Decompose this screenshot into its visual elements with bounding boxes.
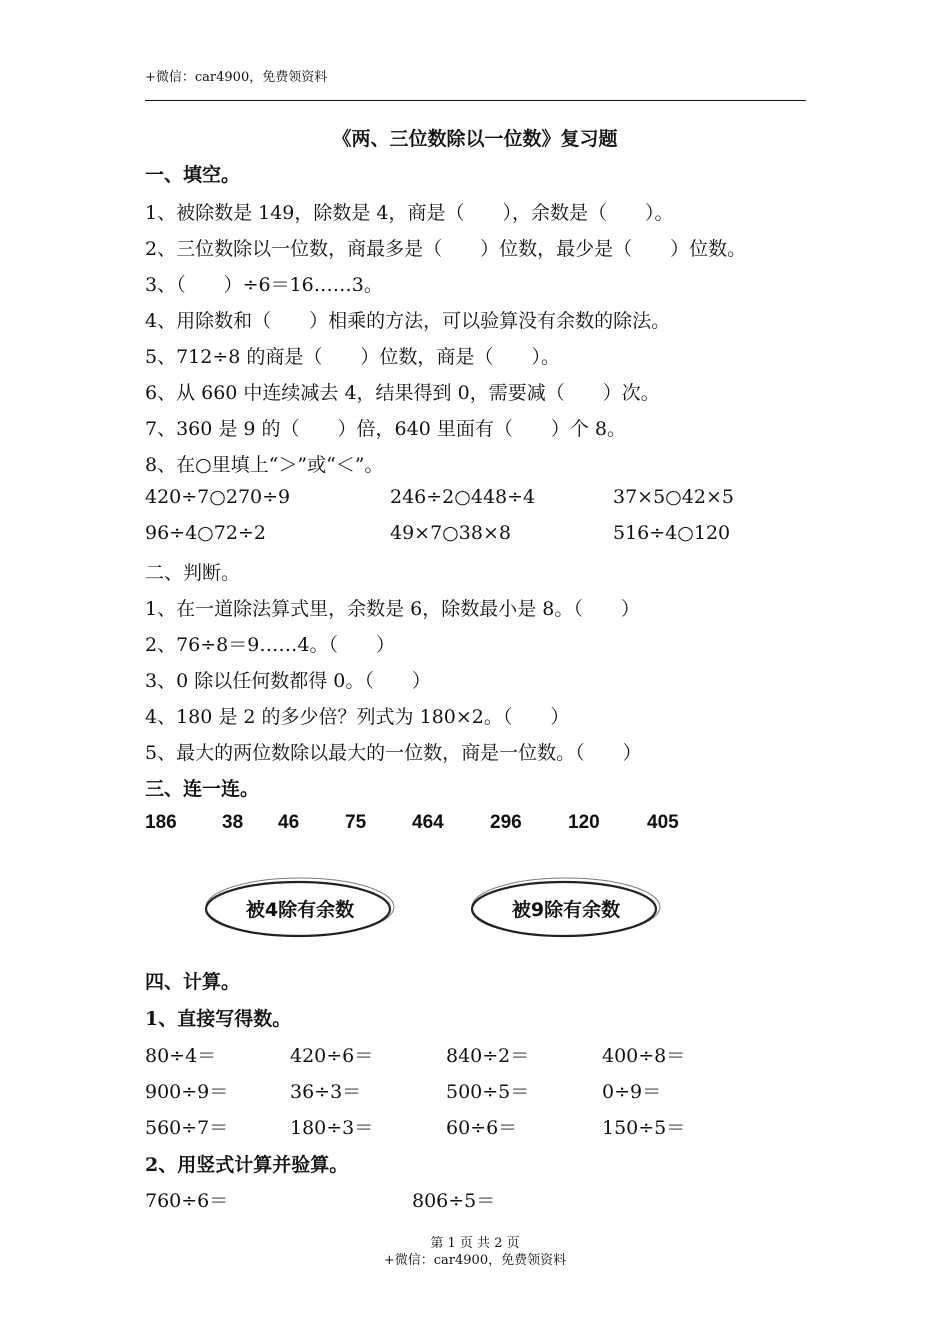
oral-problem: 60÷6＝ xyxy=(446,1117,518,1139)
oval-divisible-by-4 xyxy=(200,875,400,941)
compare-expression: 96÷4○72÷2 xyxy=(145,522,266,544)
oral-problem: 420÷6＝ xyxy=(290,1045,374,1067)
judge-item-1: 1、在一道除法算式里，余数是 6，除数最小是 8。（ ） xyxy=(145,598,640,620)
compare-expression: 420÷7○270÷9 xyxy=(145,486,291,508)
oral-problem: 80÷4＝ xyxy=(145,1045,217,1067)
page-title: 《两、三位数除以一位数》复习题 xyxy=(332,128,618,150)
judge-item-4: 4、180 是 2 的多少倍？列式为 180×2。（ ） xyxy=(145,706,570,728)
oval-label: 被4除有余数 xyxy=(245,899,355,921)
match-number: 186 xyxy=(145,812,177,833)
section-match-heading: 三、连一连。 xyxy=(145,778,260,800)
fill-item-5: 5、712÷8 的商是（ ）位数，商是（ ）。 xyxy=(145,346,560,368)
fill-item-1: 1、被除数是 149，除数是 4，商是（ ），余数是（ ）。 xyxy=(145,202,674,224)
fill-item-4: 4、用除数和（ ）相乘的方法，可以验算没有余数的除法。 xyxy=(145,310,671,332)
vertical-problem: 760÷6＝ xyxy=(145,1190,229,1212)
section-calc-heading: 四、计算。 xyxy=(145,971,241,993)
oral-problem: 560÷7＝ xyxy=(145,1117,229,1139)
fill-item-6: 6、从 660 中连续减去 4，结果得到 0，需要减（ ）次。 xyxy=(145,382,660,404)
match-number: 120 xyxy=(568,812,600,833)
compare-expression: 246÷2○448÷4 xyxy=(390,486,536,508)
oral-problem: 0÷9＝ xyxy=(602,1081,662,1103)
oral-problem: 500÷5＝ xyxy=(446,1081,530,1103)
section-judge-heading: 二、判断。 xyxy=(145,562,241,584)
footer-note: +微信：car4900，免费领资料 xyxy=(383,1253,567,1268)
oral-problem: 400÷8＝ xyxy=(602,1045,686,1067)
vertical-problem: 806÷5＝ xyxy=(412,1190,496,1212)
oral-problem: 840÷2＝ xyxy=(446,1045,530,1067)
compare-expression: 516÷4○120 xyxy=(613,522,731,544)
match-number: 38 xyxy=(222,812,244,833)
judge-item-3: 3、0 除以任何数都得 0。（ ） xyxy=(145,670,431,692)
oval-divisible-by-9 xyxy=(466,875,666,941)
header-divider xyxy=(145,100,806,101)
fill-item-8: 8、在○里填上“＞”或“＜”。 xyxy=(145,454,384,476)
fill-item-2: 2、三位数除以一位数，商最多是（ ）位数，最少是（ ）位数。 xyxy=(145,238,747,260)
fill-item-3: 3、（ ）÷6＝16……3。 xyxy=(145,274,383,296)
match-number: 296 xyxy=(490,812,522,833)
compare-expression: 49×7○38×8 xyxy=(390,522,511,544)
fill-item-7: 7、360 是 9 的（ ）倍，640 里面有（ ）个 8。 xyxy=(145,418,626,440)
oral-problem: 900÷9＝ xyxy=(145,1081,229,1103)
oral-problem: 180÷3＝ xyxy=(290,1117,374,1139)
compare-expression: 37×5○42×5 xyxy=(613,486,734,508)
page-number: 第 1 页 共 2 页 xyxy=(430,1236,520,1251)
oval-label: 被9除有余数 xyxy=(511,899,621,921)
oral-calc-subheading: 1、直接写得数。 xyxy=(145,1008,292,1030)
match-number: 46 xyxy=(278,812,300,833)
match-number: 75 xyxy=(345,812,367,833)
vertical-calc-subheading: 2、用竖式计算并验算。 xyxy=(145,1154,349,1176)
section-fill-blank-heading: 一、填空。 xyxy=(145,164,241,186)
oral-problem: 150÷5＝ xyxy=(602,1117,686,1139)
judge-item-5: 5、最大的两位数除以最大的一位数，商是一位数。（ ） xyxy=(145,742,642,764)
match-number: 405 xyxy=(647,812,679,833)
oral-problem: 36÷3＝ xyxy=(290,1081,362,1103)
judge-item-2: 2、76÷8＝9……4。（ ） xyxy=(145,634,395,656)
match-number: 464 xyxy=(412,812,444,833)
header-note: +微信：car4900，免费领资料 xyxy=(145,70,328,85)
